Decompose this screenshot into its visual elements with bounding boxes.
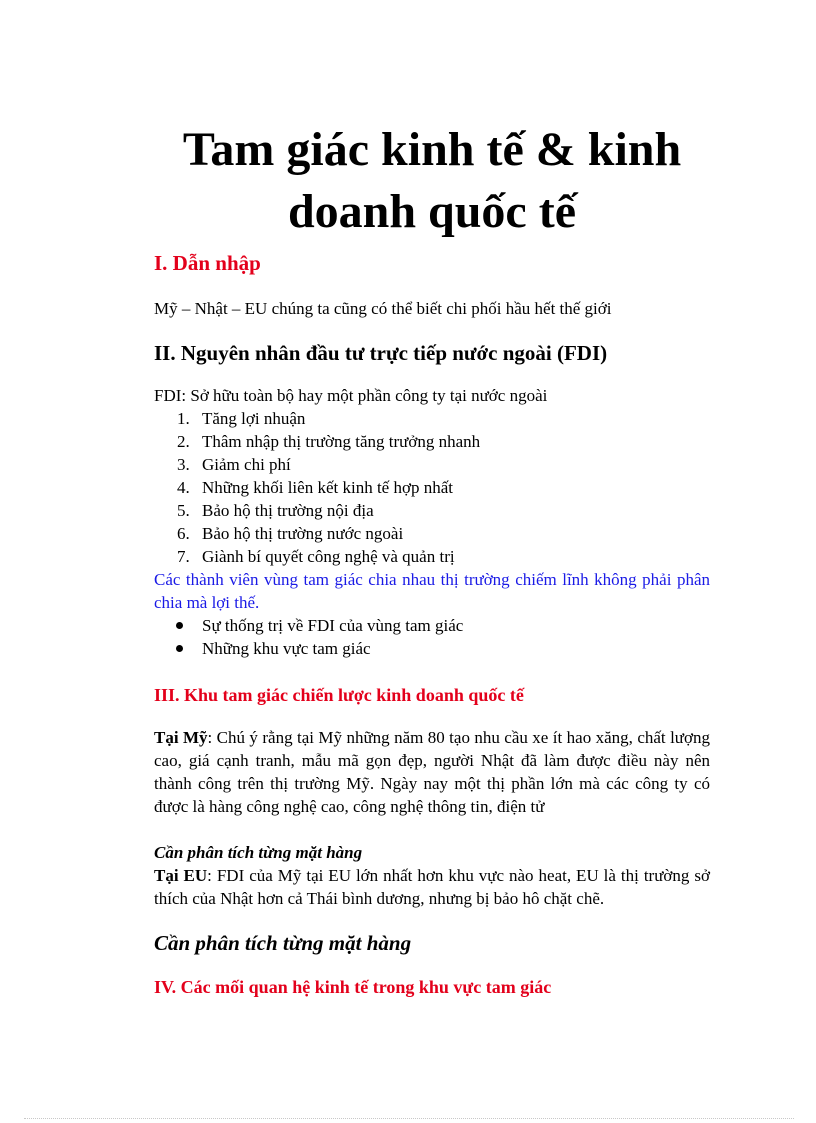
eu-label: Tại EU [154,866,208,885]
document-title-line-1: Tam giác kinh tế & kinh [182,123,682,176]
section-2-heading: II. Nguyên nhân đầu tư trực tiếp nước ngoài (FDI) [154,341,608,365]
document-title-line-2: doanh quốc tế [287,185,577,238]
section-4-heading: IV. Các mối quan hệ kinh tế trong khu vực tam giác [154,977,552,997]
list-item: 5. Bảo hộ thị trường nội địa [177,501,374,520]
list-item: 1. Tăng lợi nhuận [177,409,306,428]
fdi-reasons-list [154,407,480,568]
section-1-text: Mỹ – Nhật – EU chúng ta cũng có thể biết chi phối hầu hết thế giới [154,299,612,318]
list-item: 4. Những khối liên kết kinh tế hợp nhất [177,478,453,497]
triangle-bullet-list [154,614,463,660]
list-item: 7. Giành bí quyết công nghệ và quản trị [177,547,455,566]
usa-label: Tại Mỹ [154,728,208,747]
list-item: 6. Bảo hộ thị trường nước ngoài [177,524,404,543]
list-item: Những khu vực tam giác [154,637,463,660]
list-item: Sự thống trị về FDI của vùng tam giác [154,614,463,637]
eu-paragraph: Tại EU: FDI của Mỹ tại EU lớn nhất hơn khu vực nào heat, EU là thị trường sở thích của Nhật hơn cả Thái bình dương, nhưng bị bảo hô chặt chẽ. [154,866,710,908]
list-item: 3. Giảm chi phí [177,455,291,474]
analysis-note-2: Cần phân tích từng mặt hàng [154,931,412,955]
section-2-intro: FDI: Sở hữu toàn bộ hay một phần công ty tại nước ngoài [154,386,548,405]
section-3-heading: III. Khu tam giác chiến lược kinh doanh quốc tế [154,685,524,705]
bullet-icon [176,622,183,629]
usa-paragraph: Tại Mỹ: Chú ý rằng tại Mỹ những năm 80 tạo nhu cầu xe ít hao xăng, chất lượng cao, giá cạnh tranh, mẫu mã gọn đẹp, người Nhật đã làm được điều này nên thành công trên thị trường Mỹ. Ngày nay một thị phần lớn mà các công ty có được là hàng công nghệ cao, công nghệ thông tin, điện tử [154,728,710,816]
section-1-heading: I. Dẫn nhập [154,251,261,275]
triangle-members-note: Các thành viên vùng tam giác chia nhau thị trường chiếm lĩnh không phải phân chia mà lợi thế. [154,570,710,612]
list-item: 2. Thâm nhập thị trường tăng trưởng nhanh [177,432,481,451]
analysis-note-1: Cần phân tích từng mặt hàng [154,843,363,862]
bullet-icon [176,645,183,652]
page-bottom-divider [24,1118,794,1119]
